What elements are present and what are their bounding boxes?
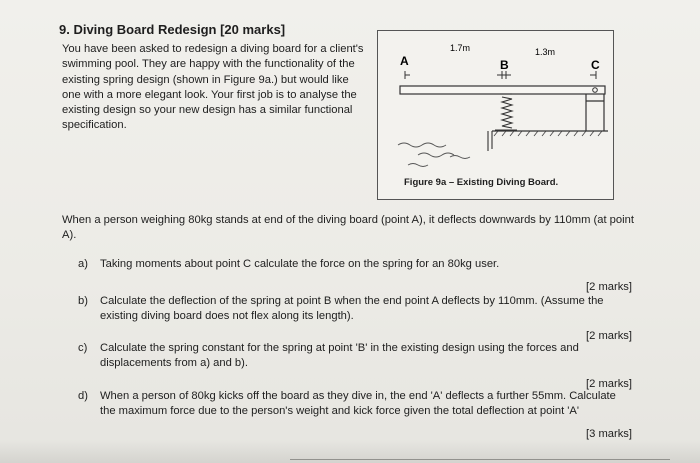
question-title: 9. Diving Board Redesign [20 marks] <box>59 22 286 37</box>
part-a-text: Taking moments about point C calculate the force on the spring for an 80kg user. <box>100 258 500 270</box>
figure-caption: Figure 9a – Existing Diving Board. <box>404 177 559 188</box>
ground-hatch <box>494 131 602 136</box>
part-d-label: d) <box>78 390 88 402</box>
dimension-ticks <box>405 71 596 79</box>
part-a-marks: [2 marks] <box>586 281 633 293</box>
part-d-text: When a person of 80kg kicks off the board as they dive in, the end 'A' deflects a further 55mm. Calculate the maximum force due to the person's weight and kick force given the total deflection at point 'A' <box>100 390 616 417</box>
question-intro: You have been asked to redesign a diving board for a client's swimming pool. They are happy with the functionality of the existing spring design (shown in Figure 9a.) but would like one with a more elegant look. Your first job is to analyse the existing design so your new design has a similar functional specification. <box>62 43 364 132</box>
part-b-label: b) <box>78 295 88 307</box>
part-b-text: Calculate the deflection of the spring at point B when the end point A deflects by 110mm. (Assume the existing diving board does not flex along its length). <box>100 295 604 322</box>
spring <box>495 94 517 130</box>
part-a-label: a) <box>78 258 88 270</box>
pivot-support <box>586 94 604 131</box>
point-a-label: A <box>400 54 409 68</box>
dimension-2-label: 1.3m <box>535 47 556 57</box>
diving-board <box>400 86 605 94</box>
part-d-marks: [3 marks] <box>586 428 633 440</box>
page-shadow <box>0 440 700 463</box>
water-waves <box>398 143 470 167</box>
dimension-1-label: 1.7m <box>450 43 471 53</box>
point-c-label: C <box>591 58 600 72</box>
part-c-text: Calculate the spring constant for the spring at point 'B' in the existing design using the forces and displacements from a) and b). <box>100 342 579 369</box>
part-c-marks: [2 marks] <box>586 378 633 390</box>
diving-board-diagram <box>378 31 613 199</box>
question-stem: When a person weighing 80kg stands at end of the diving board (point A), it deflects downwards by 110mm (at point A). <box>62 214 634 241</box>
part-c-label: c) <box>78 342 88 354</box>
part-b-marks: [2 marks] <box>586 330 633 342</box>
spring-support <box>488 131 492 151</box>
figure-9a <box>377 30 614 200</box>
point-b-label: B <box>500 58 509 72</box>
